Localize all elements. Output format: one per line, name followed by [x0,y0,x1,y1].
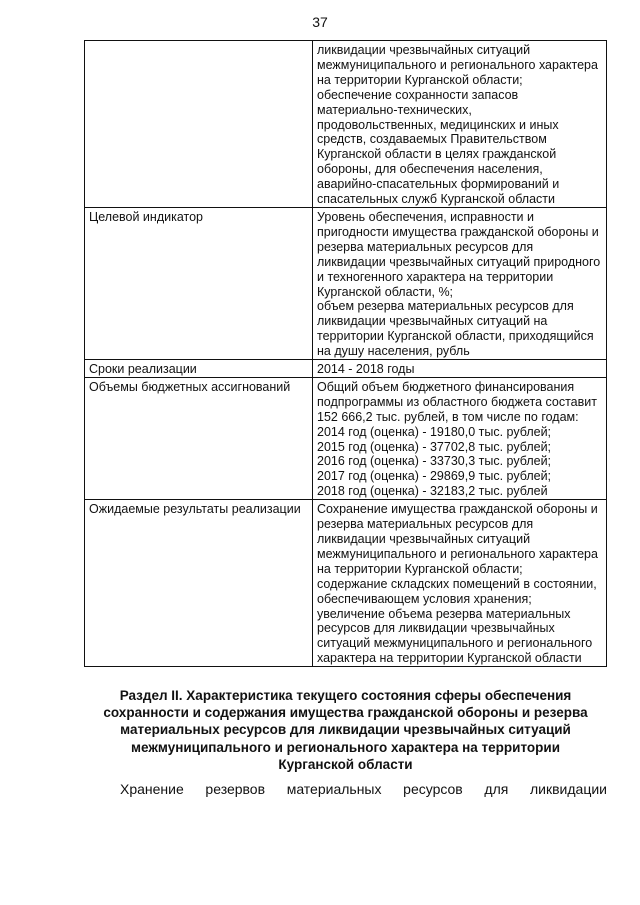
text-line: 2014 - 2018 годы [317,362,415,377]
row-value [313,41,607,208]
row-value [313,207,607,359]
text-line: на душу населения, рубль [317,344,470,359]
row-label: Ожидаемые результаты реализации [85,500,313,667]
text-line: спасательных служб Курганской области [317,192,556,207]
table-row [85,207,607,359]
heading-line: материальных ресурсов для ликвидации чрезвычайных ситуаций [120,722,571,738]
text-line: 2018 год (оценка) - 32183,2 тыс. рублей [317,484,548,499]
row-value [313,360,607,378]
table-row [85,360,607,378]
text-line: 152 666,2 тыс. рублей, в том числе по годам: [317,409,579,424]
text-line: 2016 год (оценка) - 33730,3 тыс. рублей; [317,454,552,469]
text-line: Курганской области в целях гражданской [317,147,557,162]
heading-line: Курганской области [278,756,413,772]
text-line: территории Курганской области, приходящийся [317,329,594,344]
text-line: на территории Курганской области; [317,72,523,87]
text-line: объем резерва материальных ресурсов для [317,299,574,314]
text-line: Уровень обеспечения, исправности и [317,209,534,224]
subprogram-passport-table [84,40,607,667]
table-row [85,500,607,667]
text-line: материально-технических, [317,102,472,117]
text-line: ликвидации чрезвычайных ситуаций [317,43,531,57]
row-label [85,41,313,208]
row-label: Сроки реализации [85,360,313,378]
text-line: 2014 год (оценка) - 19180,0 тыс. рублей; [317,424,552,439]
row-value [313,500,607,667]
text-line: резерва материальных ресурсов для [317,517,534,532]
text-line: ресурсов для ликвидации чрезвычайных [317,621,555,636]
text-line: Курганской области, %; [317,284,454,299]
text-line: ликвидации чрезвычайных ситуаций [317,532,531,546]
text-line: пригодности имущества гражданской обороны и [317,224,599,239]
text-line: характера на территории Курганской области [317,651,582,666]
heading-line: Раздел II. Характеристика текущего состояния сферы обеспечения [119,688,572,703]
text-line: подпрограммы из областного бюджета составит [317,394,597,409]
table-row [85,377,607,499]
text-line: средств, создаваемых Правительством [317,132,547,147]
text-line: ликвидации чрезвычайных ситуаций природного [317,254,601,269]
text-line: Сохранение имущества гражданской обороны и [317,502,598,517]
text-line: аварийно-спасательных формирований и [317,177,560,192]
heading-line: межмуниципального и регионального характера на территории [131,739,560,755]
text-line: межмуниципального и регионального характера [317,57,598,72]
page-number: 37 [312,14,328,30]
text-line: увеличение объема резерва материальных [317,606,571,621]
text-line: резерва материальных ресурсов для [317,239,534,254]
section-heading [84,687,607,773]
row-value [313,377,607,499]
body-paragraph [84,781,607,797]
text-line: обеспечение сохранности запасов [317,87,519,102]
text-line: ситуаций межмуниципального и регионального [317,636,593,651]
text-line: ликвидации чрезвычайных ситуаций на [317,314,548,329]
text-line: 2015 год (оценка) - 37702,8 тыс. рублей; [317,439,552,454]
paragraph-first-line: Хранение резервов материальных ресурсов для ликвидации [120,781,607,797]
text-line: на территории Курганской области; [317,561,523,576]
text-line: содержание складских помещений в состоянии, [317,576,597,591]
text-line: обеспечивающем условия хранения; [317,591,532,606]
row-label: Объемы бюджетных ассигнований [85,377,313,499]
text-line: межмуниципального и регионального характера [317,546,598,561]
text-line: 2017 год (оценка) - 29869,9 тыс. рублей; [317,469,552,484]
table-row [85,41,607,208]
text-line: обороны, для обеспечения населения, [317,162,543,177]
text-line: Общий объем бюджетного финансирования [317,379,575,394]
text-line: и техногенного характера на территории [317,269,554,284]
heading-line: сохранности и содержания имущества гражданской обороны и резерва [103,705,588,721]
row-label: Целевой индикатор [85,207,313,359]
text-line: продовольственных, медицинских и иных [317,117,559,132]
